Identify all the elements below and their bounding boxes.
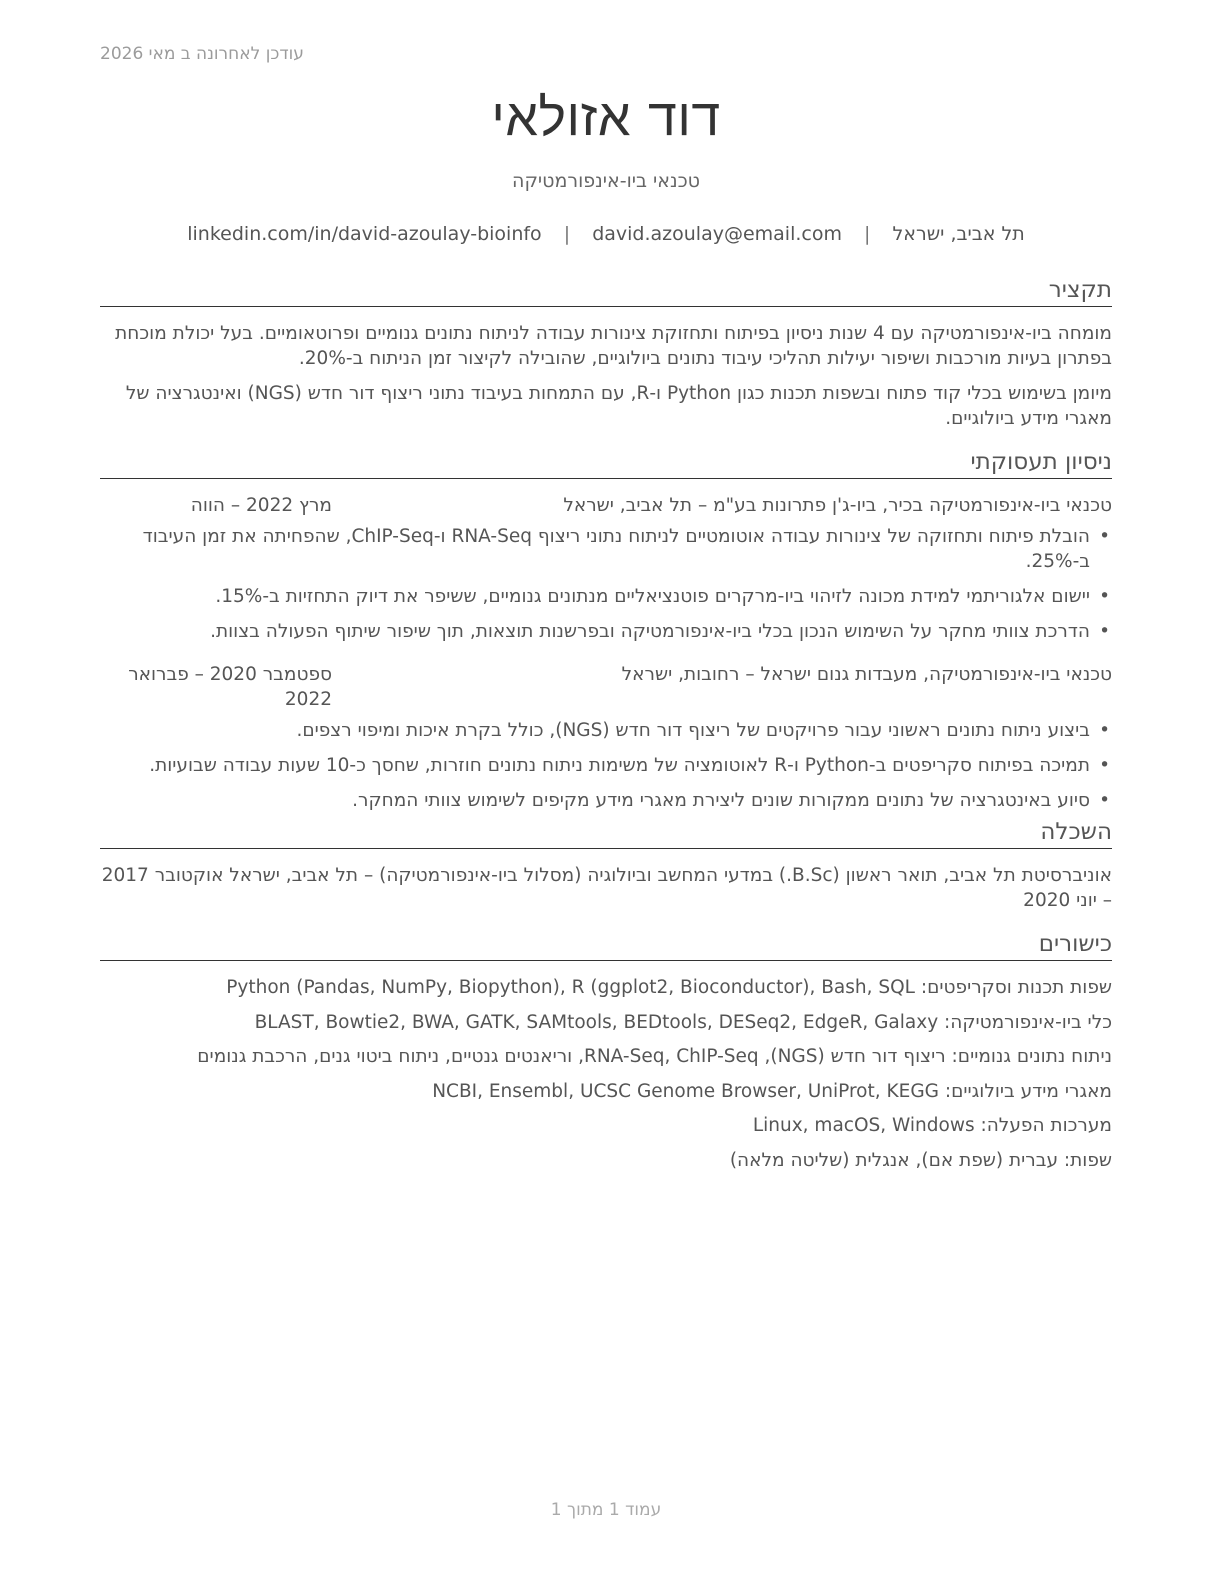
summary-section xyxy=(100,276,1112,441)
education-heading: השכלה xyxy=(100,818,1112,849)
candidate-title: טכנאי ביו-אינפורמטיקה xyxy=(512,170,700,192)
job-header xyxy=(100,662,1112,712)
job-bullets xyxy=(100,524,1112,644)
skill-line: שפות תכנות וסקריפטים: Python (Pandas, NumPy, Biopython), R (ggplot2, Bioconductor), Bash, SQL xyxy=(226,977,1112,998)
summary-paragraph: מומחה ביו-אינפורמטיקה עם 4 שנות ניסיון בפיתוח ותחזוקת צינורות עבודה לניתוח נתונים גנומיים ופרוטאומיים. בעל יכולת מוכחת בפתרון בעיות מורכבות ושיפור יעילות תהליכי עיבוד נתונים ביולוגיים, שהובילה לקיצור זמן הניתוח ב-20%. xyxy=(115,323,1112,369)
summary-heading: תקציר xyxy=(100,276,1112,307)
skills-heading: כישורים xyxy=(100,930,1112,961)
job-entry xyxy=(100,662,1112,813)
last-updated-note xyxy=(100,44,1112,64)
job-title: טכנאי ביו-אינפורמטיקה, מעבדות גנום ישראל – רחובות, ישראל xyxy=(621,664,1112,685)
job-date: מרץ 2022 – הווה xyxy=(190,495,332,516)
education-entry: אוניברסיטת תל אביב, תואר ראשון (B.Sc.) במדעי המחשב וביולוגיה (מסלול ביו-אינפורמטיקה) – תל אביב, ישראל אוקטובר 2017 – יוני 2020 xyxy=(101,865,1112,911)
skill-line: כלי ביו-אינפורמטיקה: BLAST, Bowtie2, BWA, GATK, SAMtools, BEDtools, DESeq2, EdgeR, Galaxy xyxy=(254,1011,1112,1033)
job-bullet: • יישום אלגוריתמי למידת מכונה לזיהוי ביו-מרקרים פוטנציאליים מנתונים גנומיים, ששיפר את דיוק התחזיות ב-15%. xyxy=(100,584,1102,609)
job-bullet: • הדרכת צוותי מחקר על השימוש הנכון בכלי ביו-אינפורמטיקה ובפרשנות תוצאות, תוך שיפור שיתוף הפעולה בצוות. xyxy=(100,619,1102,644)
summary-paragraph: מיומן בשימוש בכלי קוד פתוח ובשפות תכנות כגון Python ו-R, עם התמחות בעיבוד נתוני ריצוף דור חדש (NGS) ואינטגרציה של מאגרי מידע ביולוגיים. xyxy=(125,383,1112,429)
skill-line: מאגרי מידע ביולוגיים: NCBI, Ensembl, UCSC Genome Browser, UniProt, KEGG xyxy=(432,1080,1112,1102)
experience-section xyxy=(100,448,1112,823)
job-bullet: • ביצוע ניתוח נתונים ראשוני עבור פרויקטים של ריצוף דור חדש (NGS), כולל בקרת איכות ומיפוי רצפים. xyxy=(100,718,1102,743)
contact-email[interactable]: david.azoulay@email.com xyxy=(592,223,842,245)
skill-line: ניתוח נתונים גנומיים: ריצוף דור חדש (NGS), RNA-Seq, ChIP-Seq, וריאנטים גנטיים, ניתוח ביטוי גנים, הרכבת גנומים xyxy=(197,1046,1112,1067)
experience-heading: ניסיון תעסוקתי xyxy=(100,448,1112,479)
contact-location: תל אביב, ישראל xyxy=(892,223,1025,245)
page-number: עמוד 1 מתוך 1 xyxy=(550,1500,662,1520)
job-bullet: • הובלת פיתוח ותחזוקה של צינורות עבודה אוטומטיים לניתוח נתוני ריצוף RNA-Seq ו-ChIP-Seq, שהפחיתה את זמן העיבוד ב-25%. xyxy=(100,524,1102,574)
last-updated-text: עודכן לאחרונה ב מאי 2026 xyxy=(100,44,304,64)
resume-page xyxy=(100,0,1112,1584)
contact-line xyxy=(100,223,1112,245)
job-entry xyxy=(100,493,1112,644)
skill-line: מערכות הפעלה: Linux, macOS, Windows xyxy=(752,1115,1112,1136)
job-bullet: • תמיכה בפיתוח סקריפטים ב-Python ו-R לאוטומציה של משימות ניתוח נתונים חוזרות, שחסך כ-10 שעות עבודה שבועיות. xyxy=(100,753,1102,778)
candidate-name: דוד אזולאי xyxy=(491,88,721,148)
education-section xyxy=(100,818,1112,923)
contact-linkedin[interactable]: linkedin.com/in/david-azoulay-bioinfo xyxy=(187,223,542,245)
contact-separator: | xyxy=(563,223,571,245)
skills-section xyxy=(100,930,1112,1182)
job-header xyxy=(100,493,1112,518)
skill-line: שפות: עברית (שפת אם), אנגלית (שליטה מלאה) xyxy=(729,1149,1112,1171)
contact-separator: | xyxy=(864,223,871,245)
job-bullet: • סיוע באינטגרציה של נתונים ממקורות שונים ליצירת מאגרי מידע מקיפים לשימוש צוותי המחקר. xyxy=(100,788,1102,813)
job-title: טכנאי ביו-אינפורמטיקה בכיר, ביו-ג'ן פתרונות בע"מ – תל אביב, ישראל xyxy=(563,495,1112,516)
job-date: ספטמבר 2020 – פברואר 2022 xyxy=(128,664,332,710)
job-bullets xyxy=(100,718,1112,813)
